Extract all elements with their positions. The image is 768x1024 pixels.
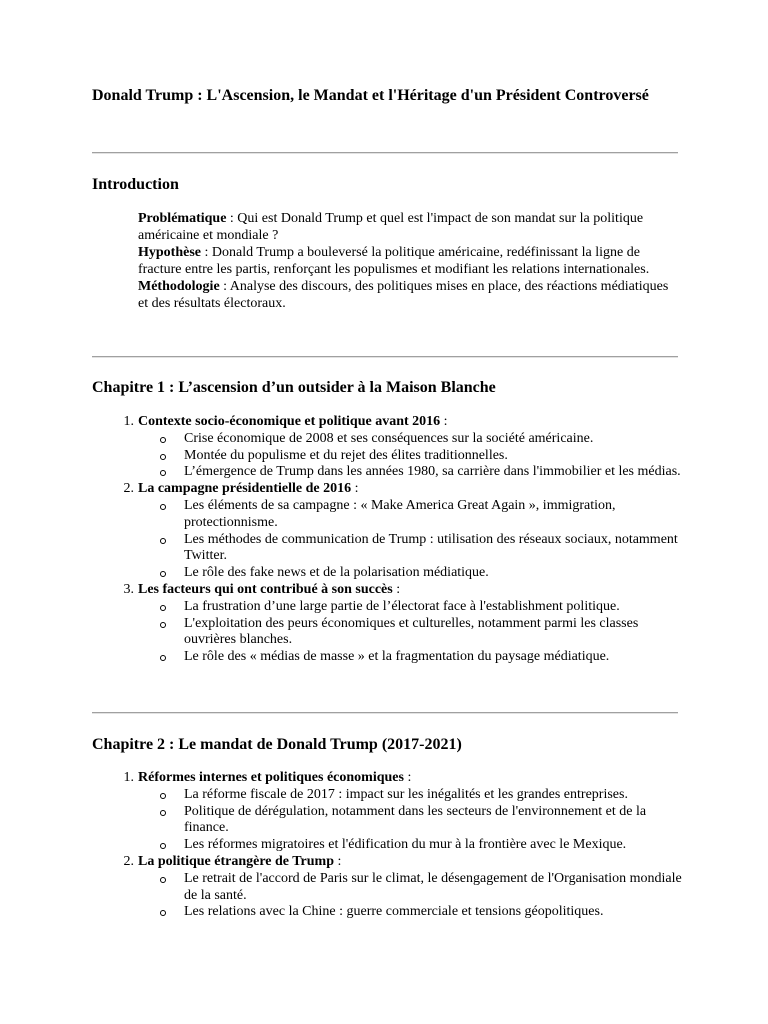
item-number: 3. (123, 581, 134, 597)
sub-item-text: La frustration d’une large partie de l’électorat face à l'establishment politique. (184, 598, 620, 614)
horizontal-divider (92, 356, 678, 358)
sub-item (138, 565, 682, 582)
sub-list (138, 498, 682, 582)
introduction-heading: Introduction (92, 176, 179, 193)
introduction-block (138, 210, 678, 312)
chapter1-heading: Chapitre 1 : L’ascension d’un outsider à la Maison Blanche (92, 379, 496, 396)
sub-item (138, 616, 682, 650)
hypothese-paragraph (138, 244, 678, 278)
item-suffix: : (334, 853, 342, 869)
item-number: 2. (123, 481, 134, 497)
circle-bullet-icon (160, 605, 166, 611)
sub-item (138, 649, 682, 666)
hypothese-label: Hypothèse (138, 245, 201, 260)
sub-list (138, 871, 682, 921)
sub-item-text: Le retrait de l'accord de Paris sur le climat, le désengagement de l'Organisation mondiale de la santé. (184, 870, 682, 903)
chapter1-list (92, 414, 682, 666)
circle-bullet-icon (160, 843, 166, 849)
item-suffix: : (351, 481, 359, 497)
item-title: Les facteurs qui ont contribué à son succès (138, 581, 393, 597)
methodologie-paragraph (138, 278, 678, 312)
sub-item-text: Le rôle des fake news et de la polarisation médiatique. (184, 565, 489, 581)
problematique-text: : Qui est Donald Trump et quel est l'impact de son mandat sur la politique américaine et mondiale ? (138, 211, 644, 243)
sub-item-text: Les réformes migratoires et l'édification du mur à la frontière avec le Mexique. (184, 837, 627, 853)
circle-bullet-icon (160, 655, 166, 661)
sub-item-text: Politique de dérégulation, notamment dans les secteurs de l'environnement et de la finance. (184, 803, 647, 836)
problematique-label: Problématique (138, 211, 227, 226)
chapter2-item-2 (92, 854, 682, 921)
sub-item (138, 904, 682, 921)
circle-bullet-icon (160, 910, 166, 916)
item-number: 1. (123, 414, 134, 429)
document-title: Donald Trump : L'Ascension, le Mandat et l'Héritage d'un Président Controversé (92, 87, 649, 104)
chapter1-item-3 (92, 582, 682, 666)
sub-item-text: L'exploitation des peurs économiques et culturelles, notamment parmi les classes ouvrières blanches. (184, 615, 639, 648)
sub-item (138, 871, 682, 905)
sub-list (138, 599, 682, 666)
sub-list (138, 787, 682, 854)
item-title: La politique étrangère de Trump (138, 853, 334, 869)
item-number: 2. (123, 853, 134, 869)
sub-item-text: Crise économique de 2008 et ses conséquences sur la société américaine. (184, 430, 594, 446)
item-suffix: : (403, 770, 412, 785)
sub-item (138, 498, 682, 532)
item-title: Contexte socio-économique et politique avant 2016 (138, 414, 441, 429)
sub-item (138, 837, 682, 854)
item-title: La campagne présidentielle de 2016 (138, 481, 352, 497)
sub-item (138, 787, 682, 804)
circle-bullet-icon (160, 437, 166, 443)
sub-item (138, 804, 682, 838)
circle-bullet-icon (160, 622, 166, 628)
sub-item-text: La réforme fiscale de 2017 : impact sur les inégalités et les grandes entreprises. (184, 786, 628, 802)
item-suffix: : (440, 414, 448, 429)
sub-item (138, 532, 682, 566)
sub-item-text: Les méthodes de communication de Trump : utilisation des réseaux sociaux, notamment Twitter. (184, 531, 678, 564)
sub-item-text: Montée du populisme et du rejet des élites traditionnelles. (184, 447, 508, 463)
chapter2-heading: Chapitre 2 : Le mandat de Donald Trump (2017-2021) (92, 736, 462, 753)
sub-item-text: L’émergence de Trump dans les années 1980, sa carrière dans l'immobilier et les médias. (184, 464, 681, 480)
horizontal-divider (92, 152, 678, 154)
chapter2-item-1 (92, 770, 682, 854)
item-title: Réformes internes et politiques économiques (138, 770, 404, 785)
circle-bullet-icon (160, 454, 166, 460)
sub-item (138, 431, 682, 448)
sub-item (138, 599, 682, 616)
sub-item-text: Les éléments de sa campagne : « Make America Great Again », immigration, protectionnisme. (184, 497, 616, 530)
methodologie-text: : Analyse des discours, des politiques mises en place, des réactions médiatiques et des résultats électoraux. (138, 279, 669, 311)
methodologie-label: Méthodologie (138, 279, 220, 294)
circle-bullet-icon (160, 538, 166, 544)
circle-bullet-icon (160, 877, 166, 883)
sub-item (138, 464, 682, 481)
hypothese-text: : Donald Trump a bouleversé la politique américaine, redéfinissant la ligne de fracture entre les partis, renforçant les populismes et modifiant les relations internationales. (138, 245, 650, 277)
chapter1-item-2 (92, 481, 682, 582)
problematique-paragraph (138, 210, 678, 244)
circle-bullet-icon (160, 571, 166, 577)
chapter2-list (92, 770, 682, 921)
sub-item-text: Les relations avec la Chine : guerre commerciale et tensions géopolitiques. (184, 904, 604, 920)
circle-bullet-icon (160, 504, 166, 510)
sub-item-text: Le rôle des « médias de masse » et la fragmentation du paysage médiatique. (184, 649, 610, 665)
chapter1-item-1 (92, 414, 682, 481)
item-suffix: : (392, 581, 401, 597)
circle-bullet-icon (160, 470, 166, 476)
sub-item (138, 448, 682, 465)
circle-bullet-icon (160, 810, 166, 816)
item-number: 1. (123, 770, 134, 785)
circle-bullet-icon (160, 793, 166, 799)
sub-list (138, 431, 682, 481)
horizontal-divider (92, 712, 678, 714)
